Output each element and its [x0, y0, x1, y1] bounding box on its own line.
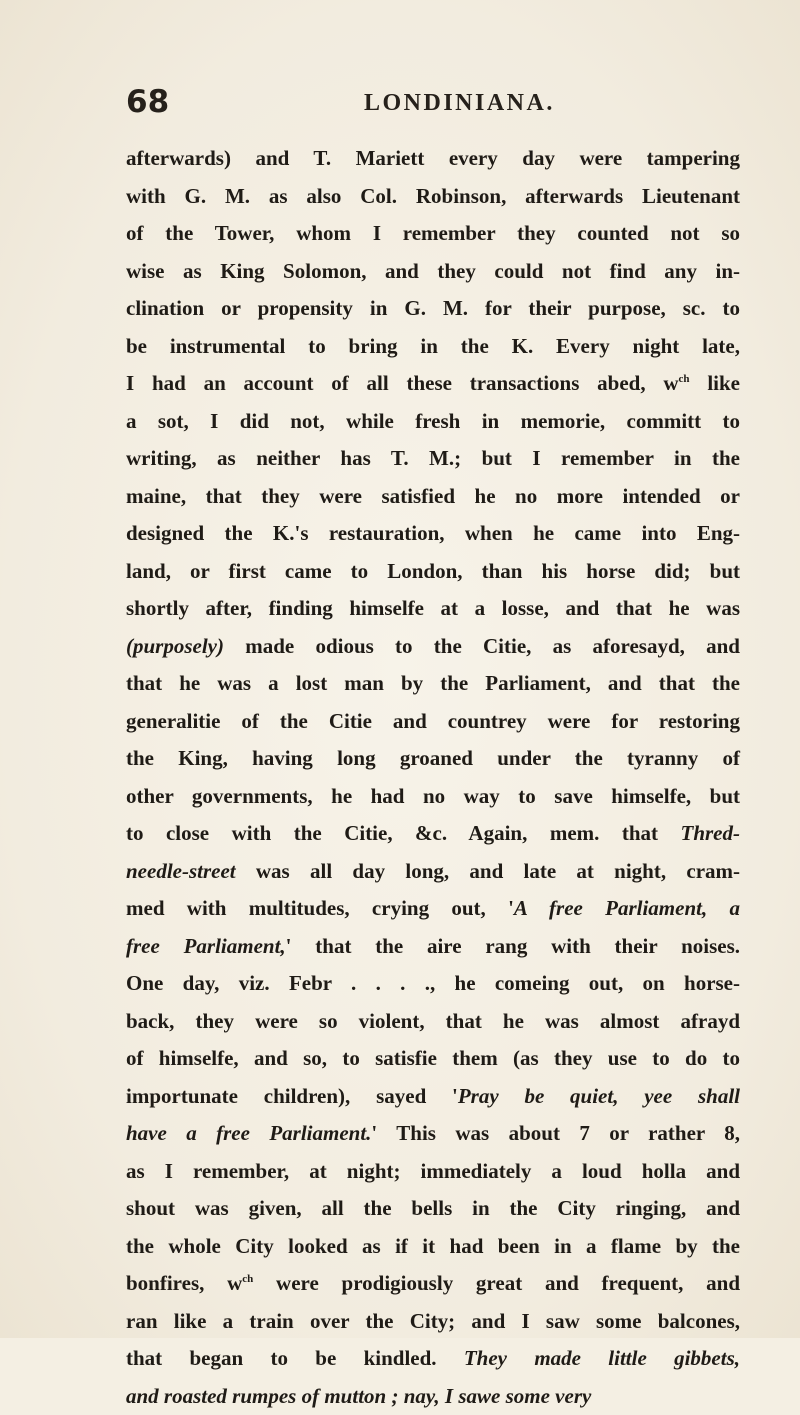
- text-run: clination or propensity in G. M. for their purpose, sc. to: [126, 296, 740, 320]
- text-line: [126, 1003, 740, 1041]
- text-line: [126, 290, 740, 328]
- superscript-text: ch: [242, 1273, 253, 1285]
- italic-text: Thred-: [681, 821, 741, 845]
- text-line: [126, 1190, 740, 1228]
- running-head: LONDINIANA.: [364, 86, 555, 120]
- text-run: back, they were so violent, that he was almost afrayd: [126, 1009, 740, 1033]
- body-text: [126, 140, 740, 1415]
- text-run: of himselfe, and so, to satisfie them (as they use to do to: [126, 1046, 740, 1070]
- text-run: were prodigiously great and frequent, and: [253, 1271, 740, 1295]
- text-line: [126, 1378, 740, 1415]
- text-line: [126, 928, 740, 966]
- text-line: [126, 965, 740, 1003]
- text-run: like: [690, 371, 740, 395]
- text-run: afterwards) and T. Mariett every day were tampering: [126, 146, 740, 170]
- text-run: shortly after, finding himselfe at a losse, and that he was: [126, 596, 740, 620]
- italic-text: They made little gibbets,: [464, 1346, 740, 1370]
- text-line: [126, 1228, 740, 1266]
- text-run: other governments, he had no way to save himselfe, but: [126, 784, 740, 808]
- text-line: [126, 215, 740, 253]
- text-run: the whole City looked as if it had been in a flame by the: [126, 1234, 740, 1258]
- italic-text: needle-street: [126, 859, 236, 883]
- text-run: ran like a train over the City; and I saw some balcones,: [126, 1309, 740, 1333]
- text-run: bonfires, w: [126, 1271, 242, 1295]
- text-run: of the Tower, whom I remember they counted not so: [126, 221, 740, 245]
- text-run: ' that the aire rang with their noises.: [286, 934, 740, 958]
- text-run: designed the K.'s restauration, when he came into Eng-: [126, 521, 740, 545]
- text-run: generalitie of the Citie and countrey were for restoring: [126, 709, 740, 733]
- text-line: [126, 1265, 740, 1303]
- text-line: [126, 365, 740, 403]
- page-header: [126, 82, 738, 122]
- text-line: [126, 665, 740, 703]
- text-run: as I remember, at night; immediately a loud holla and: [126, 1159, 740, 1183]
- text-line: [126, 853, 740, 891]
- text-line: [126, 778, 740, 816]
- italic-text: A free Parliament, a: [514, 896, 740, 920]
- text-line: [126, 328, 740, 366]
- text-run: that began to be kindled.: [126, 1346, 464, 1370]
- text-line: [126, 515, 740, 553]
- text-line: [126, 628, 740, 666]
- text-line: [126, 703, 740, 741]
- text-run: to close with the Citie, &c. Again, mem. that: [126, 821, 681, 845]
- text-line: [126, 890, 740, 928]
- text-line: [126, 1153, 740, 1191]
- text-run: ' This was about 7 or rather 8,: [371, 1121, 740, 1145]
- text-run: shout was given, all the bells in the City ringing, and: [126, 1196, 740, 1220]
- italic-text: have a free Parliament.: [126, 1121, 371, 1145]
- text-run: One day, viz. Febr . . . ., he comeing out, on horse-: [126, 971, 740, 995]
- italic-text: free Parliament,: [126, 934, 286, 958]
- text-line: [126, 740, 740, 778]
- text-line: [126, 440, 740, 478]
- text-line: [126, 403, 740, 441]
- text-line: [126, 1303, 740, 1341]
- text-line: [126, 1040, 740, 1078]
- italic-text: (purposely): [126, 634, 224, 658]
- text-line: [126, 1115, 740, 1153]
- text-run: was all day long, and late at night, cram-: [236, 859, 740, 883]
- text-line: [126, 140, 740, 178]
- text-line: [126, 253, 740, 291]
- text-run: with G. M. as also Col. Robinson, afterwards Lieutenant: [126, 184, 740, 208]
- text-line: [126, 553, 740, 591]
- text-line: [126, 1078, 740, 1116]
- text-run: land, or first came to London, than his horse did; but: [126, 559, 740, 583]
- page-number: 68: [126, 82, 169, 122]
- text-run: be instrumental to bring in the K. Every night late,: [126, 334, 740, 358]
- text-line: [126, 178, 740, 216]
- text-line: [126, 478, 740, 516]
- italic-text: Pray be quiet, yee shall: [458, 1084, 740, 1108]
- text-run: wise as King Solomon, and they could not find any in-: [126, 259, 740, 283]
- text-run: that he was a lost man by the Parliament, and that the: [126, 671, 740, 695]
- text-run: maine, that they were satisfied he no more intended or: [126, 484, 740, 508]
- text-line: [126, 590, 740, 628]
- superscript-text: ch: [679, 373, 690, 385]
- text-line: [126, 1340, 740, 1378]
- text-run: made odious to the Citie, as aforesayd, and: [224, 634, 740, 658]
- text-line: [126, 815, 740, 853]
- text-run: a sot, I did not, while fresh in memorie, committ to: [126, 409, 740, 433]
- text-run: importunate children), sayed ': [126, 1084, 458, 1108]
- text-run: writing, as neither has T. M.; but I remember in the: [126, 446, 740, 470]
- text-run: med with multitudes, crying out, ': [126, 896, 514, 920]
- text-run: the King, having long groaned under the tyranny of: [126, 746, 740, 770]
- italic-text: and roasted rumpes of mutton ; nay, I sawe some very: [126, 1384, 591, 1408]
- text-run: I had an account of all these transactions abed, w: [126, 371, 679, 395]
